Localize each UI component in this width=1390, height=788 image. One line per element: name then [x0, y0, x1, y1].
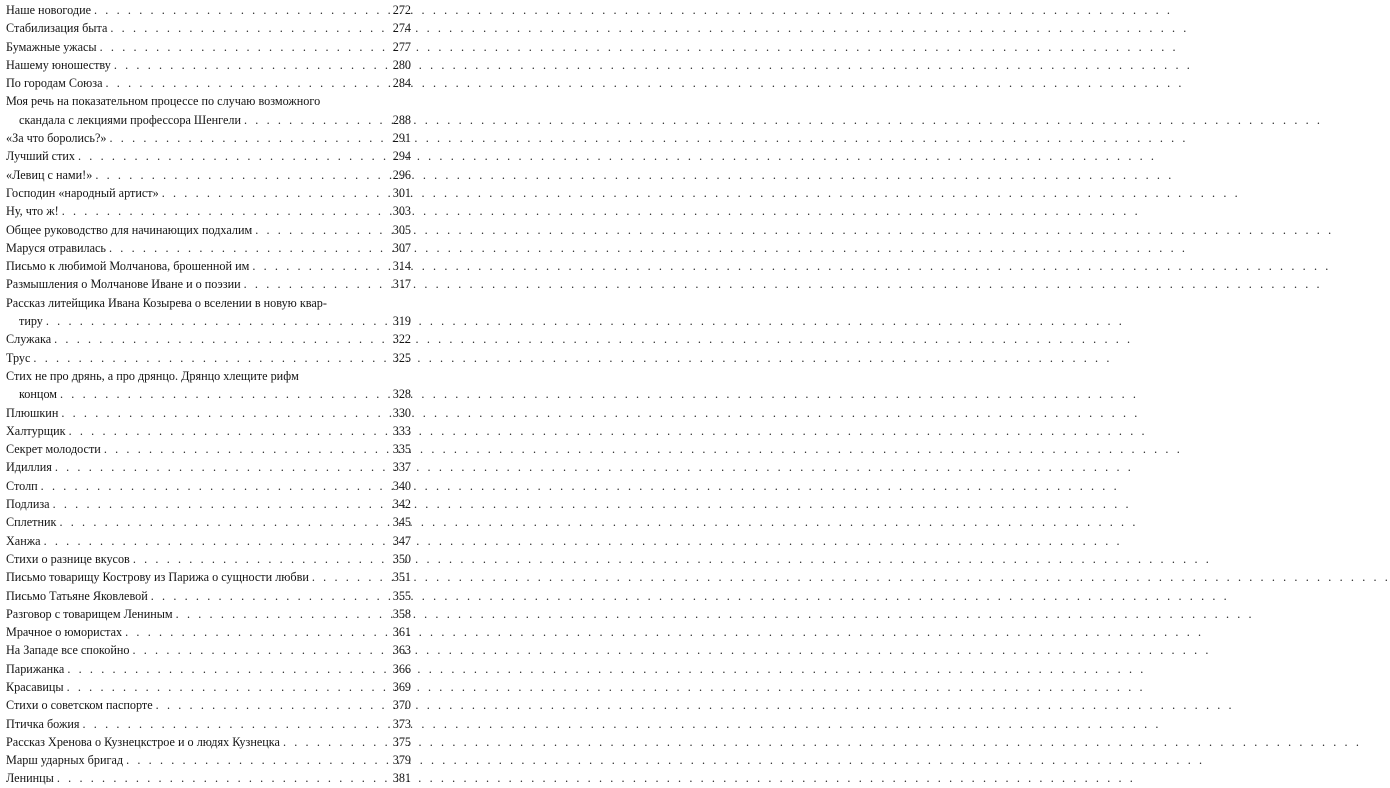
toc-entry — [6, 129, 411, 147]
leader-dots — [58, 404, 387, 422]
toc-entry — [6, 623, 411, 641]
toc-page-number: 301 — [392, 185, 411, 200]
toc-entry — [6, 513, 411, 531]
toc-entry-title: Мрачное о юмористах — [6, 625, 123, 640]
toc-entry-title: На Западе все спокойно — [6, 643, 130, 658]
toc-entry-title: Стабилизация быта — [6, 21, 108, 36]
toc-entry — [6, 184, 411, 202]
leader-dots — [252, 221, 387, 239]
toc-page-number: 342 — [392, 497, 411, 512]
toc-entry-title-continuation: скандала с лекциями профессора Шенгели — [19, 112, 241, 127]
toc-entry — [6, 385, 411, 403]
toc-entry-title: Письмо товарищу Кострову из Парижа о сущности любви — [6, 570, 309, 585]
toc-page-number: 361 — [392, 625, 411, 640]
toc-entry — [6, 678, 411, 696]
toc-entry — [6, 111, 411, 129]
toc-entry — [6, 660, 411, 678]
leader-dots — [280, 733, 387, 751]
toc-page-number: 351 — [392, 570, 411, 585]
toc-entry-title: «Левиц с нами!» — [6, 167, 93, 182]
toc-entry — [6, 641, 411, 659]
leader-dots — [107, 19, 387, 37]
toc-page-number: 317 — [392, 277, 411, 292]
toc-entry-title: Плюшкин — [6, 405, 59, 420]
leader-dots — [30, 349, 387, 367]
toc-entry — [6, 733, 411, 751]
toc-page-number: 322 — [392, 332, 411, 347]
leader-dots — [97, 38, 387, 56]
toc-page-number: 340 — [392, 478, 411, 493]
leader-dots — [51, 330, 387, 348]
toc-page-number: 272 — [392, 3, 411, 17]
toc-entry — [6, 550, 411, 568]
toc-entry — [6, 74, 411, 92]
toc-page-number: 370 — [392, 698, 411, 713]
table-of-contents — [0, 0, 417, 786]
toc-entry-title: Ханжа — [6, 533, 41, 548]
toc-entry-title: Господин «народный артист» — [6, 185, 159, 200]
toc-page-number: 294 — [392, 149, 411, 164]
toc-page-number: 280 — [392, 57, 411, 72]
leader-dots — [80, 715, 387, 733]
toc-entry-title: Разговор с товарищем Лениным — [6, 606, 173, 621]
leader-dots — [148, 587, 387, 605]
toc-page-number: 284 — [392, 76, 411, 91]
toc-page-number: 355 — [392, 588, 411, 603]
toc-entry-title: Марш ударных бригад — [6, 753, 124, 768]
toc-page-number: 328 — [392, 387, 411, 402]
toc-entry-title: Наше новогодие — [6, 3, 92, 17]
toc-entry — [6, 56, 411, 74]
leader-dots — [111, 56, 387, 74]
toc-entry-title: Рассказ Хренова о Кузнецкстрое и о людях Кузнецка — [6, 734, 280, 749]
toc-page-number: 303 — [392, 204, 411, 219]
toc-entry — [6, 202, 411, 220]
leader-dots — [122, 623, 387, 641]
toc-entry-line — [6, 294, 411, 312]
toc-entry-title: Идиллия — [6, 460, 52, 475]
leader-dots — [56, 513, 387, 531]
toc-entry-title: По городам Союза — [6, 76, 103, 91]
toc-entry-title: Лучший стих — [6, 149, 76, 164]
toc-entry — [6, 19, 411, 37]
toc-entry-title: Стихи о советском паспорте — [6, 698, 153, 713]
leader-dots — [75, 147, 387, 165]
toc-page-number: 350 — [392, 551, 411, 566]
toc-page-number: 288 — [392, 112, 411, 127]
toc-page-number: 345 — [392, 515, 411, 530]
toc-entry — [6, 38, 411, 56]
toc-entry — [6, 147, 411, 165]
toc-entry-title: Стих не про дрянь, а про дрянцо. Дрянцо хлещите рифм — [6, 368, 299, 383]
toc-page-number: 379 — [392, 753, 411, 768]
toc-page-number: 369 — [392, 679, 411, 694]
toc-entry-title: Моя речь на показательном процессе по случаю возможного — [6, 94, 321, 109]
leader-dots — [43, 312, 387, 330]
leader-dots — [129, 641, 387, 659]
toc-entry-title: Сплетник — [6, 515, 57, 530]
toc-entry-line — [6, 367, 411, 385]
toc-entry — [6, 605, 411, 623]
toc-page-number: 347 — [392, 533, 411, 548]
leader-dots — [38, 477, 387, 495]
toc-page-number: 333 — [392, 423, 411, 438]
toc-entry-line — [6, 92, 411, 110]
toc-entry-title: Трус — [6, 350, 31, 365]
leader-dots — [59, 202, 387, 220]
leader-dots — [64, 660, 387, 678]
leader-dots — [130, 550, 387, 568]
toc-entry-title: Служака — [6, 332, 52, 347]
toc-entry-title-continuation: тиру — [19, 314, 43, 329]
leader-dots — [106, 239, 387, 257]
leader-dots — [159, 184, 387, 202]
toc-entry-title: Птичка божия — [6, 716, 80, 731]
toc-page-number: 305 — [392, 222, 411, 237]
toc-page-number: 337 — [392, 460, 411, 475]
leader-dots — [153, 696, 387, 714]
toc-entry-title: Письмо к любимой Молчанова, брошенной им — [6, 259, 250, 274]
leader-dots — [309, 568, 387, 586]
toc-page-number: 307 — [392, 240, 411, 255]
toc-entry — [6, 440, 411, 458]
toc-entry — [6, 312, 411, 330]
leader-dots — [241, 275, 387, 293]
toc-page-number: 335 — [392, 442, 411, 457]
toc-entry — [6, 751, 411, 769]
toc-entry — [6, 275, 411, 293]
toc-page-number: 296 — [392, 167, 411, 182]
leader-dots — [54, 769, 387, 787]
leader-dots — [241, 111, 387, 129]
toc-entry-title: Ленинцы — [6, 771, 54, 786]
leader-dots — [249, 257, 387, 275]
leader-dots — [103, 74, 388, 92]
toc-entry — [6, 769, 411, 787]
toc-entry — [6, 477, 411, 495]
leader-dots — [92, 166, 387, 184]
toc-entry-title: Бумажные ужасы — [6, 39, 97, 54]
toc-page-number: 277 — [392, 39, 411, 54]
toc-page-number: 366 — [392, 661, 411, 676]
toc-entry — [6, 330, 411, 348]
toc-page-number: 358 — [392, 606, 411, 621]
toc-entry-title: Маруся отравилась — [6, 240, 106, 255]
toc-entry-title-continuation: концом — [19, 387, 58, 402]
leader-dots — [91, 1, 387, 19]
toc-entry-title: Нашему юношеству — [6, 57, 111, 72]
toc-page-number: 373 — [392, 716, 411, 731]
toc-entry — [6, 458, 411, 476]
toc-page-number: 363 — [392, 643, 411, 658]
leader-dots — [173, 605, 387, 623]
toc-entry — [6, 404, 411, 422]
toc-page-number: 381 — [392, 771, 411, 786]
toc-entry-title: Халтурщик — [6, 423, 66, 438]
toc-entry — [6, 532, 411, 550]
leader-dots — [107, 129, 388, 147]
leader-dots — [64, 678, 387, 696]
leader-dots — [41, 532, 387, 550]
leader-dots — [50, 495, 387, 513]
toc-page-number: 325 — [392, 350, 411, 365]
toc-entry-title: Рассказ литейщика Ивана Козырева о вселении в новую квар- — [6, 295, 327, 310]
toc-entry-title: Размышления о Молчанове Иване и о поэзии — [6, 277, 241, 292]
toc-entry — [6, 166, 411, 184]
toc-page-number: 274 — [392, 21, 411, 36]
leader-dots — [123, 751, 387, 769]
toc-entry — [6, 349, 411, 367]
toc-entry-title: Общее руководство для начинающих подхалим — [6, 222, 253, 237]
toc-entry — [6, 239, 411, 257]
toc-page-number: 319 — [392, 314, 411, 329]
toc-entry — [6, 587, 411, 605]
leader-dots — [52, 458, 387, 476]
toc-entry — [6, 495, 411, 513]
toc-entry-title: Столп — [6, 478, 38, 493]
toc-entry-title: Секрет молодости — [6, 442, 101, 457]
leader-dots — [101, 440, 387, 458]
toc-entry — [6, 715, 411, 733]
toc-entry — [6, 568, 411, 586]
toc-page-number: 330 — [392, 405, 411, 420]
toc-entry — [6, 1, 411, 19]
toc-page-number: 291 — [392, 131, 411, 146]
toc-entry — [6, 221, 411, 239]
toc-page-number: 314 — [392, 259, 411, 274]
toc-entry — [6, 696, 411, 714]
toc-entry-title: Стихи о разнице вкусов — [6, 551, 130, 566]
toc-page-number: 375 — [392, 734, 411, 749]
toc-entry-title: «За что боролись?» — [6, 131, 107, 146]
toc-entry-title: Письмо Татьяне Яковлевой — [6, 588, 148, 603]
leader-dots — [57, 385, 387, 403]
toc-entry-title: Подлиза — [6, 497, 50, 512]
toc-entry — [6, 422, 411, 440]
toc-entry — [6, 257, 411, 275]
toc-entry-title: Ну, что ж! — [6, 204, 59, 219]
toc-entry-title: Парижанка — [6, 661, 65, 676]
leader-dots — [66, 422, 387, 440]
toc-entry-title: Красавицы — [6, 679, 64, 694]
